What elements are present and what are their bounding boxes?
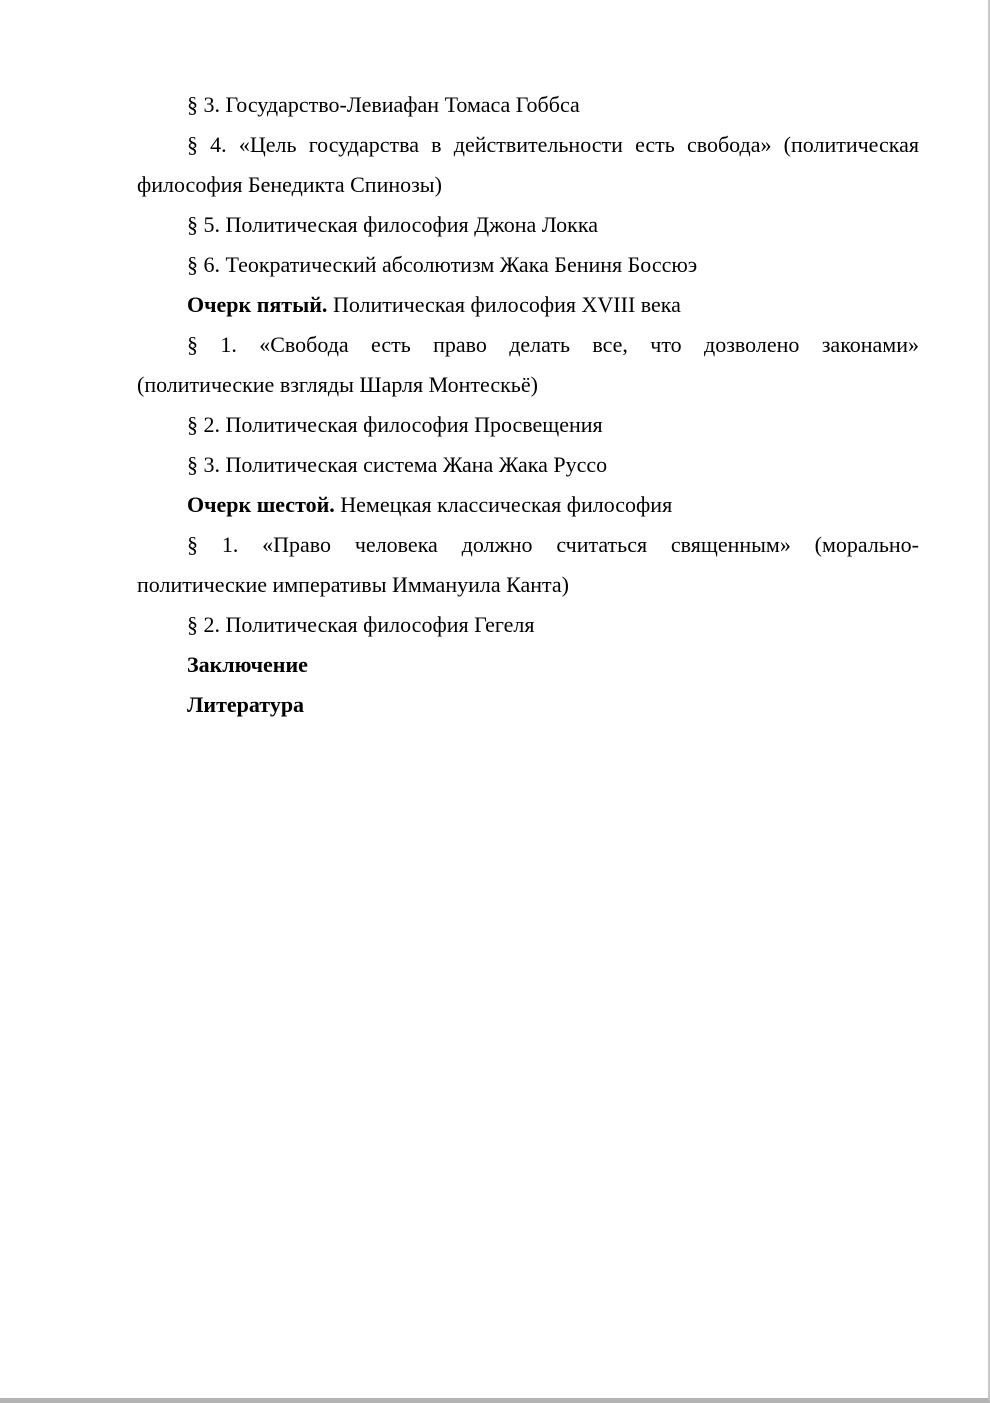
toc-line-1: § 3. Государство-Левиафан Томаса Гоббса [187, 92, 580, 117]
toc-line-5: § 6. Теократический абсолютизм Жака Бениня Боссюэ [187, 252, 698, 277]
toc-line-11-section-heading [137, 485, 919, 525]
toc-line-4: § 5. Политическая философия Джона Локка [187, 212, 598, 237]
toc-line-8: (политические взгляды Шарля Монтескьё) [137, 372, 538, 397]
section-title-rest: Политическая философия XVIII века [327, 292, 681, 317]
toc-line-3: философия Бенедикта Спинозы) [137, 172, 442, 197]
section-title-bold: Литература [187, 692, 305, 717]
toc-line-9: § 2. Политическая философия Просвещения [187, 412, 603, 437]
toc-content [137, 85, 919, 725]
section-title-bold: Очерк шестой. [187, 492, 335, 517]
toc-line-12: § 1. «Право человека должно считаться священным» (морально- [187, 532, 919, 557]
toc-line-6-section-heading [137, 285, 919, 325]
toc-line-16-literature-heading [137, 685, 919, 725]
section-title-bold: Очерк пятый. [187, 292, 328, 317]
toc-line-7: § 1. «Свобода есть право делать все, что дозволено законами» [187, 332, 919, 357]
toc-line-14: § 2. Политическая философия Гегеля [187, 612, 535, 637]
toc-line-2: § 4. «Цель государства в действительности есть свобода» (политическая [187, 132, 919, 157]
section-title-bold: Заключение [187, 652, 308, 677]
section-title-rest: Немецкая классическая философия [334, 492, 673, 517]
toc-line-10: § 3. Политическая система Жана Жака Руссо [187, 452, 608, 477]
toc-line-15-conclusion-heading [137, 645, 919, 685]
toc-line-13: политические императивы Иммануила Канта) [137, 572, 570, 597]
